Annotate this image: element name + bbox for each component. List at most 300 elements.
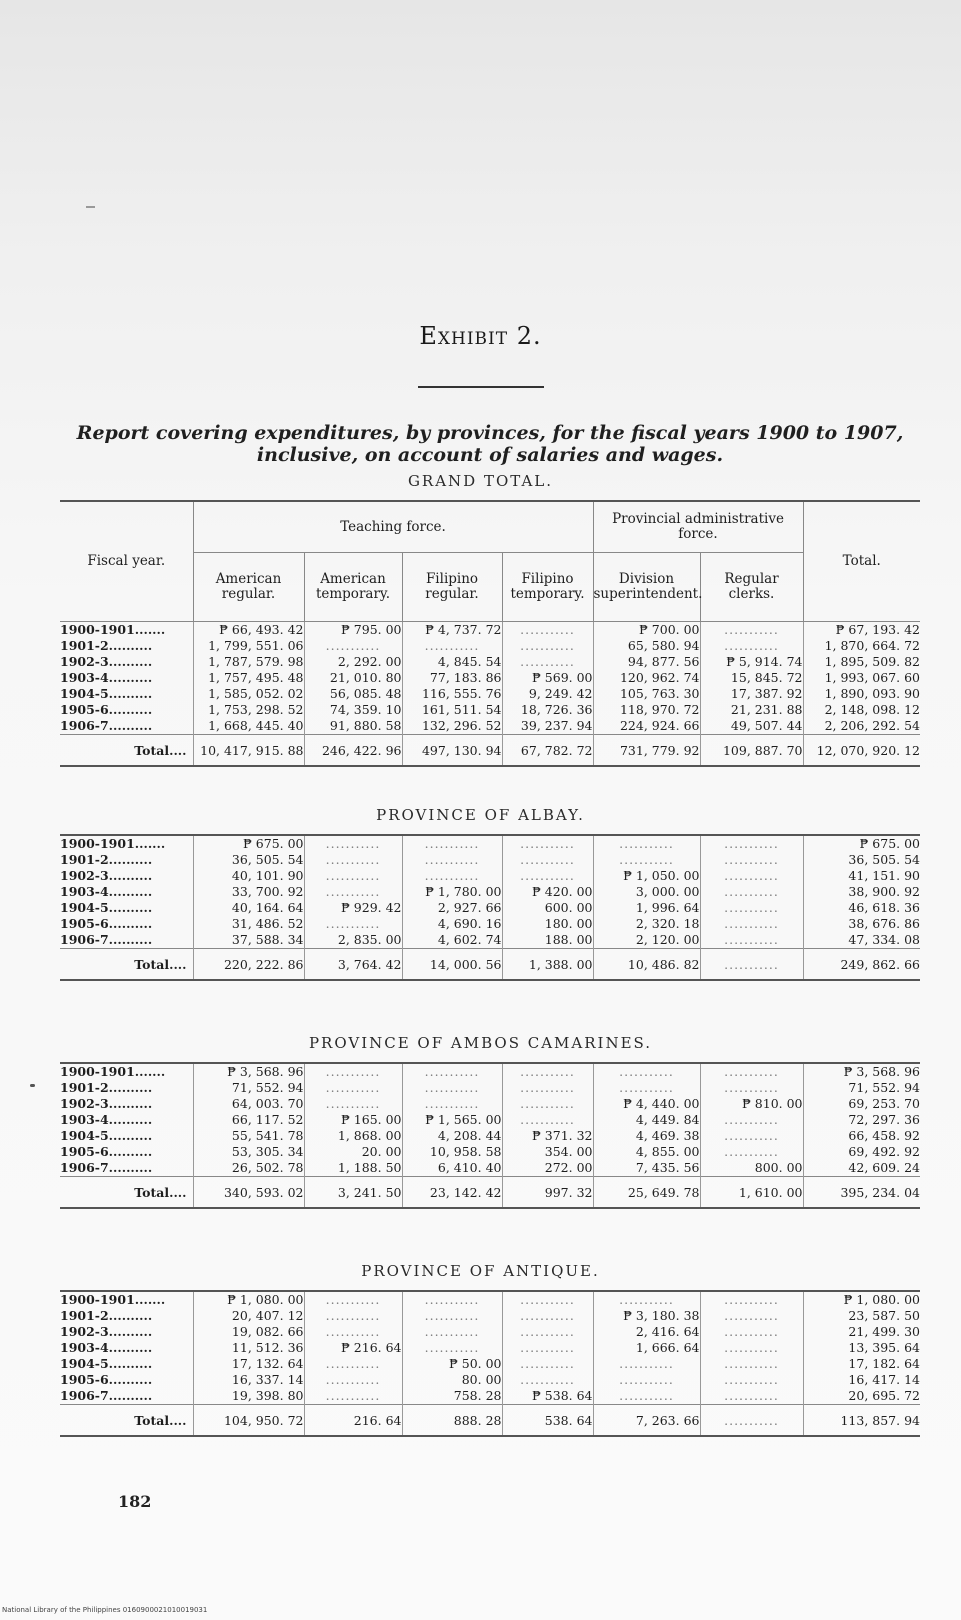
- amount-cell: ₱ 675. 00: [803, 835, 920, 852]
- amount-cell: 4, 845. 54: [402, 654, 502, 670]
- fiscal-year-cell: 1901-2..........: [60, 1080, 153, 1095]
- amount-cell: ...........: [700, 1291, 803, 1308]
- amount-cell: ₱ 3, 180. 38: [593, 1308, 700, 1324]
- amount-cell: 21, 231. 88: [700, 702, 803, 718]
- table-row: [60, 1080, 920, 1096]
- amount-cell: 4, 469. 38: [593, 1128, 700, 1144]
- amount-cell: 1, 996. 64: [593, 900, 700, 916]
- amount-cell: 7, 435. 56: [593, 1160, 700, 1177]
- amount-cell: 2, 416. 64: [593, 1324, 700, 1340]
- amount-cell: 18, 726. 36: [502, 702, 593, 718]
- amount-cell: ...........: [402, 835, 502, 852]
- total-amount-cell: 113, 857. 94: [803, 1405, 920, 1437]
- amount-cell: ...........: [502, 1291, 593, 1308]
- fiscal-year-cell: 1905-6..........: [60, 916, 153, 931]
- amount-cell: ...........: [700, 638, 803, 654]
- fiscal-year-cell: 1902-3..........: [60, 1096, 153, 1111]
- amount-cell: 21, 010. 80: [304, 670, 402, 686]
- amount-cell: 20. 00: [304, 1144, 402, 1160]
- amount-cell: ₱ 929. 42: [304, 900, 402, 916]
- column-header-american-temporary: American temporary.: [304, 553, 402, 622]
- total-amount-cell: 538. 64: [502, 1405, 593, 1437]
- amount-cell: ...........: [402, 1308, 502, 1324]
- amount-cell: ₱ 66, 493. 42: [193, 622, 304, 639]
- total-label: Total....: [60, 735, 193, 767]
- amount-cell: 272. 00: [502, 1160, 593, 1177]
- amount-cell: 64, 003. 70: [193, 1096, 304, 1112]
- fiscal-year-cell: 1904-5..........: [60, 900, 153, 915]
- amount-cell: ₱ 4, 440. 00: [593, 1096, 700, 1112]
- antique-body: [60, 1291, 920, 1436]
- amount-cell: ₱ 810. 00: [700, 1096, 803, 1112]
- amount-cell: ...........: [700, 916, 803, 932]
- fiscal-year-cell: 1903-4..........: [60, 670, 153, 685]
- amount-cell: ...........: [593, 1388, 700, 1405]
- amount-cell: ...........: [304, 1291, 402, 1308]
- amount-cell: ...........: [593, 1291, 700, 1308]
- scan-mark: [30, 1084, 35, 1087]
- table-row: [60, 686, 920, 702]
- amount-cell: 1, 668, 445. 40: [193, 718, 304, 735]
- amount-cell: 56, 085. 48: [304, 686, 402, 702]
- antique-table: [60, 1290, 920, 1437]
- amount-cell: 1, 757, 495. 48: [193, 670, 304, 686]
- amount-cell: ...........: [402, 638, 502, 654]
- amount-cell: ...........: [700, 835, 803, 852]
- table-row: [60, 1291, 920, 1308]
- amount-cell: ₱ 1, 565. 00: [402, 1112, 502, 1128]
- amount-cell: 40, 101. 90: [193, 868, 304, 884]
- amount-cell: 161, 511. 54: [402, 702, 502, 718]
- amount-cell: ...........: [304, 1372, 402, 1388]
- amount-cell: ...........: [502, 1372, 593, 1388]
- amount-cell: ...........: [304, 638, 402, 654]
- amount-cell: ...........: [304, 1388, 402, 1405]
- table-row: [60, 932, 920, 949]
- amount-cell: ...........: [402, 868, 502, 884]
- amount-cell: 118, 970. 72: [593, 702, 700, 718]
- fiscal-year-cell: 1903-4..........: [60, 884, 153, 899]
- total-row: [60, 735, 920, 767]
- column-header-division-superintendent: Division superintendent.: [593, 553, 700, 622]
- amount-cell: ...........: [593, 852, 700, 868]
- amount-cell: 71, 552. 94: [803, 1080, 920, 1096]
- amount-cell: ...........: [502, 638, 593, 654]
- total-amount-cell: 14, 000. 56: [402, 949, 502, 981]
- table-row: [60, 654, 920, 670]
- amount-cell: ...........: [402, 1340, 502, 1356]
- table-row: [60, 718, 920, 735]
- heading-rule: [418, 386, 544, 388]
- grand-total-body: [60, 622, 920, 767]
- table-row: [60, 1096, 920, 1112]
- amount-cell: ...........: [700, 1372, 803, 1388]
- total-label: Total....: [60, 1405, 193, 1437]
- fiscal-year-cell: 1905-6..........: [60, 1144, 153, 1159]
- section-title-albay: PROVINCE OF ALBAY.: [376, 806, 585, 824]
- amount-cell: 36, 505. 54: [803, 852, 920, 868]
- amount-cell: ...........: [304, 1324, 402, 1340]
- amount-cell: ...........: [502, 852, 593, 868]
- ambos-camarines-table: [60, 1062, 920, 1209]
- amount-cell: 4, 855. 00: [593, 1144, 700, 1160]
- amount-cell: 1, 870, 664. 72: [803, 638, 920, 654]
- amount-cell: 66, 117. 52: [193, 1112, 304, 1128]
- table-row: [60, 1340, 920, 1356]
- column-header-fiscal-year: Fiscal year.: [87, 553, 166, 569]
- amount-cell: ...........: [304, 1096, 402, 1112]
- fiscal-year-cell: 1904-5..........: [60, 686, 153, 701]
- total-amount-cell: 23, 142. 42: [402, 1177, 502, 1209]
- total-label: Total....: [60, 1177, 193, 1209]
- amount-cell: 188. 00: [502, 932, 593, 949]
- table-row: [60, 1063, 920, 1080]
- total-amount-cell: 216. 64: [304, 1405, 402, 1437]
- table-row: [60, 884, 920, 900]
- scan-mark: [86, 206, 95, 208]
- amount-cell: 4, 690. 16: [402, 916, 502, 932]
- amount-cell: ...........: [700, 900, 803, 916]
- column-header-american-regular: American regular.: [193, 553, 304, 622]
- amount-cell: 49, 507. 44: [700, 718, 803, 735]
- amount-cell: ...........: [593, 835, 700, 852]
- amount-cell: 1, 753, 298. 52: [193, 702, 304, 718]
- amount-cell: 17, 387. 92: [700, 686, 803, 702]
- amount-cell: 1, 895, 509. 82: [803, 654, 920, 670]
- amount-cell: 1, 666. 64: [593, 1340, 700, 1356]
- amount-cell: 9, 249. 42: [502, 686, 593, 702]
- total-amount-cell: 997. 32: [502, 1177, 593, 1209]
- amount-cell: 1, 188. 50: [304, 1160, 402, 1177]
- amount-cell: 37, 588. 34: [193, 932, 304, 949]
- fiscal-year-cell: 1905-6..........: [60, 702, 153, 717]
- amount-cell: ₱ 216. 64: [304, 1340, 402, 1356]
- amount-cell: 4, 208. 44: [402, 1128, 502, 1144]
- page-number: 182: [118, 1492, 152, 1511]
- amount-cell: 4, 449. 84: [593, 1112, 700, 1128]
- amount-cell: ...........: [402, 1080, 502, 1096]
- amount-cell: ₱ 4, 737. 72: [402, 622, 502, 639]
- amount-cell: ...........: [593, 1080, 700, 1096]
- table-row: [60, 900, 920, 916]
- amount-cell: 758. 28: [402, 1388, 502, 1405]
- amount-cell: ₱ 3, 568. 96: [193, 1063, 304, 1080]
- amount-cell: 47, 334. 08: [803, 932, 920, 949]
- amount-cell: 91, 880. 58: [304, 718, 402, 735]
- amount-cell: ...........: [593, 1356, 700, 1372]
- amount-cell: 21, 499. 30: [803, 1324, 920, 1340]
- total-row: [60, 949, 920, 981]
- fiscal-year-cell: 1900-1901.......: [60, 836, 166, 851]
- amount-cell: ₱ 420. 00: [502, 884, 593, 900]
- amount-cell: ...........: [502, 622, 593, 639]
- column-group-teaching-force: Teaching force.: [193, 501, 593, 553]
- amount-cell: ...........: [502, 868, 593, 884]
- amount-cell: ...........: [304, 868, 402, 884]
- table-row: [60, 702, 920, 718]
- table-row: [60, 1112, 920, 1128]
- amount-cell: 26, 502. 78: [193, 1160, 304, 1177]
- amount-cell: ₱ 1, 050. 00: [593, 868, 700, 884]
- amount-cell: ₱ 3, 568. 96: [803, 1063, 920, 1080]
- amount-cell: 41, 151. 90: [803, 868, 920, 884]
- total-row: [60, 1405, 920, 1437]
- total-amount-cell: 340, 593. 02: [193, 1177, 304, 1209]
- total-amount-cell: 25, 649. 78: [593, 1177, 700, 1209]
- amount-cell: 354. 00: [502, 1144, 593, 1160]
- amount-cell: 1, 585, 052. 02: [193, 686, 304, 702]
- fiscal-year-cell: 1900-1901.......: [60, 622, 166, 637]
- amount-cell: 116, 555. 76: [402, 686, 502, 702]
- total-amount-cell: 12, 070, 920. 12: [803, 735, 920, 767]
- total-amount-cell: 3, 764. 42: [304, 949, 402, 981]
- amount-cell: ...........: [304, 1308, 402, 1324]
- amount-cell: ₱ 1, 080. 00: [193, 1291, 304, 1308]
- amount-cell: 15, 845. 72: [700, 670, 803, 686]
- table-row: [60, 1308, 920, 1324]
- total-amount-cell: 249, 862. 66: [803, 949, 920, 981]
- amount-cell: 2, 148, 098. 12: [803, 702, 920, 718]
- amount-cell: 132, 296. 52: [402, 718, 502, 735]
- amount-cell: ...........: [402, 1063, 502, 1080]
- amount-cell: ₱ 67, 193. 42: [803, 622, 920, 639]
- total-amount-cell: 888. 28: [402, 1405, 502, 1437]
- table-row: [60, 1144, 920, 1160]
- amount-cell: 72, 297. 36: [803, 1112, 920, 1128]
- fiscal-year-cell: 1901-2..........: [60, 1308, 153, 1323]
- amount-cell: 16, 417. 14: [803, 1372, 920, 1388]
- amount-cell: 66, 458. 92: [803, 1128, 920, 1144]
- amount-cell: ₱ 538. 64: [502, 1388, 593, 1405]
- amount-cell: ...........: [700, 852, 803, 868]
- amount-cell: 800. 00: [700, 1160, 803, 1177]
- amount-cell: 120, 962. 74: [593, 670, 700, 686]
- amount-cell: ...........: [502, 1096, 593, 1112]
- amount-cell: ...........: [502, 654, 593, 670]
- section-title-ambos-camarines: PROVINCE OF AMBOS CAMARINES.: [308, 1034, 653, 1052]
- amount-cell: ...........: [700, 1340, 803, 1356]
- table-row: [60, 835, 920, 852]
- total-amount-cell: 731, 779. 92: [593, 735, 700, 767]
- total-amount-cell: 1, 388. 00: [502, 949, 593, 981]
- amount-cell: 33, 700. 92: [193, 884, 304, 900]
- amount-cell: ...........: [502, 1063, 593, 1080]
- amount-cell: ...........: [304, 916, 402, 932]
- exhibit-heading: Exhibit 2.: [419, 322, 542, 350]
- amount-cell: 80. 00: [402, 1372, 502, 1388]
- amount-cell: 10, 958. 58: [402, 1144, 502, 1160]
- fiscal-year-cell: 1903-4..........: [60, 1112, 153, 1127]
- total-amount-cell: 67, 782. 72: [502, 735, 593, 767]
- amount-cell: 17, 182. 64: [803, 1356, 920, 1372]
- total-amount-cell: 1, 610. 00: [700, 1177, 803, 1209]
- amount-cell: ...........: [402, 1324, 502, 1340]
- table-row: [60, 1372, 920, 1388]
- amount-cell: ₱ 700. 00: [593, 622, 700, 639]
- amount-cell: 74, 359. 10: [304, 702, 402, 718]
- amount-cell: ...........: [700, 1063, 803, 1080]
- section-title-grand-total: GRAND TOTAL.: [407, 472, 554, 490]
- amount-cell: 1, 993, 067. 60: [803, 670, 920, 686]
- amount-cell: 31, 486. 52: [193, 916, 304, 932]
- amount-cell: ...........: [593, 1372, 700, 1388]
- total-amount-cell: 104, 950. 72: [193, 1405, 304, 1437]
- amount-cell: ...........: [700, 622, 803, 639]
- amount-cell: 20, 407. 12: [193, 1308, 304, 1324]
- table-row: [60, 622, 920, 639]
- section-title-antique: PROVINCE OF ANTIQUE.: [361, 1262, 600, 1280]
- amount-cell: ...........: [700, 1388, 803, 1405]
- amount-cell: 224, 924. 66: [593, 718, 700, 735]
- amount-cell: 2, 320. 18: [593, 916, 700, 932]
- fiscal-year-cell: 1905-6..........: [60, 1372, 153, 1387]
- fiscal-year-cell: 1904-5..........: [60, 1128, 153, 1143]
- amount-cell: 19, 398. 80: [193, 1388, 304, 1405]
- amount-cell: 94, 877. 56: [593, 654, 700, 670]
- amount-cell: 77, 183. 86: [402, 670, 502, 686]
- amount-cell: 46, 618. 36: [803, 900, 920, 916]
- amount-cell: 38, 900. 92: [803, 884, 920, 900]
- amount-cell: 40, 164. 64: [193, 900, 304, 916]
- amount-cell: ...........: [700, 1128, 803, 1144]
- amount-cell: 6, 410. 40: [402, 1160, 502, 1177]
- amount-cell: ₱ 371. 32: [502, 1128, 593, 1144]
- column-group-provincial-force: Provincial administrative force.: [593, 501, 803, 553]
- amount-cell: ...........: [700, 1144, 803, 1160]
- fiscal-year-cell: 1906-7..........: [60, 932, 153, 947]
- amount-cell: 1, 890, 093. 90: [803, 686, 920, 702]
- amount-cell: 1, 868. 00: [304, 1128, 402, 1144]
- table-row: [60, 1388, 920, 1405]
- amount-cell: 53, 305. 34: [193, 1144, 304, 1160]
- amount-cell: 2, 206, 292. 54: [803, 718, 920, 735]
- fiscal-year-cell: 1904-5..........: [60, 1356, 153, 1371]
- amount-cell: 180. 00: [502, 916, 593, 932]
- amount-cell: ...........: [502, 1080, 593, 1096]
- amount-cell: ...........: [304, 1356, 402, 1372]
- amount-cell: ...........: [502, 1308, 593, 1324]
- amount-cell: 2, 292. 00: [304, 654, 402, 670]
- amount-cell: ...........: [402, 852, 502, 868]
- amount-cell: ...........: [304, 852, 402, 868]
- column-header-filipino-temporary: Filipino temporary.: [502, 553, 593, 622]
- total-amount-cell: 497, 130. 94: [402, 735, 502, 767]
- amount-cell: 2, 120. 00: [593, 932, 700, 949]
- total-amount-cell: 395, 234. 04: [803, 1177, 920, 1209]
- total-label: Total....: [60, 949, 193, 981]
- amount-cell: 20, 695. 72: [803, 1388, 920, 1405]
- amount-cell: 2, 927. 66: [402, 900, 502, 916]
- library-credit: National Library of the Philippines 0160900021010019031: [2, 1606, 208, 1614]
- column-header-total: Total.: [803, 501, 920, 622]
- amount-cell: ₱ 795. 00: [304, 622, 402, 639]
- amount-cell: 105, 763. 30: [593, 686, 700, 702]
- amount-cell: ...........: [700, 1112, 803, 1128]
- total-amount-cell: ...........: [700, 1405, 803, 1437]
- amount-cell: 11, 512. 36: [193, 1340, 304, 1356]
- albay-body: [60, 835, 920, 980]
- fiscal-year-cell: 1903-4..........: [60, 1340, 153, 1355]
- amount-cell: ...........: [402, 1096, 502, 1112]
- amount-cell: 1, 787, 579. 98: [193, 654, 304, 670]
- table-row: [60, 638, 920, 654]
- table-row: [60, 1356, 920, 1372]
- amount-cell: 38, 676. 86: [803, 916, 920, 932]
- total-amount-cell: 10, 417, 915. 88: [193, 735, 304, 767]
- amount-cell: 1, 799, 551. 06: [193, 638, 304, 654]
- total-amount-cell: 10, 486. 82: [593, 949, 700, 981]
- amount-cell: 4, 602. 74: [402, 932, 502, 949]
- amount-cell: 600. 00: [502, 900, 593, 916]
- amount-cell: 2, 835. 00: [304, 932, 402, 949]
- amount-cell: ...........: [700, 1308, 803, 1324]
- amount-cell: ₱ 50. 00: [402, 1356, 502, 1372]
- amount-cell: 55, 541. 78: [193, 1128, 304, 1144]
- amount-cell: 36, 505. 54: [193, 852, 304, 868]
- amount-cell: 39, 237. 94: [502, 718, 593, 735]
- amount-cell: ...........: [304, 1063, 402, 1080]
- amount-cell: ₱ 675. 00: [193, 835, 304, 852]
- report-title: Report covering expenditures, by provinces, for the fiscal years 1900 to 1907, inclusive, on account of salaries and wages.: [76, 422, 904, 466]
- total-amount-cell: 7, 263. 66: [593, 1405, 700, 1437]
- fiscal-year-cell: 1900-1901.......: [60, 1292, 166, 1307]
- total-row: [60, 1177, 920, 1209]
- column-header-filipino-regular: Filipino regular.: [402, 553, 502, 622]
- amount-cell: 19, 082. 66: [193, 1324, 304, 1340]
- amount-cell: ₱ 1, 780. 00: [402, 884, 502, 900]
- fiscal-year-cell: 1902-3..........: [60, 1324, 153, 1339]
- amount-cell: ...........: [593, 1063, 700, 1080]
- fiscal-year-cell: 1902-3..........: [60, 868, 153, 883]
- amount-cell: 17, 132. 64: [193, 1356, 304, 1372]
- amount-cell: 3, 000. 00: [593, 884, 700, 900]
- amount-cell: ₱ 5, 914. 74: [700, 654, 803, 670]
- total-amount-cell: 246, 422. 96: [304, 735, 402, 767]
- table-row: [60, 1128, 920, 1144]
- table-row: [60, 852, 920, 868]
- amount-cell: ...........: [700, 868, 803, 884]
- amount-cell: ₱ 569. 00: [502, 670, 593, 686]
- table-row: [60, 868, 920, 884]
- table-row: [60, 916, 920, 932]
- total-amount-cell: 109, 887. 70: [700, 735, 803, 767]
- fiscal-year-cell: 1902-3..........: [60, 654, 153, 669]
- amount-cell: ...........: [402, 1291, 502, 1308]
- table-row: [60, 1324, 920, 1340]
- amount-cell: 69, 253. 70: [803, 1096, 920, 1112]
- amount-cell: 42, 609. 24: [803, 1160, 920, 1177]
- fiscal-year-cell: 1906-7..........: [60, 1388, 153, 1403]
- amount-cell: ...........: [700, 1356, 803, 1372]
- total-amount-cell: 3, 241. 50: [304, 1177, 402, 1209]
- amount-cell: ...........: [502, 1112, 593, 1128]
- fiscal-year-cell: 1901-2..........: [60, 638, 153, 653]
- total-amount-cell: ...........: [700, 949, 803, 981]
- fiscal-year-cell: 1906-7..........: [60, 1160, 153, 1175]
- fiscal-year-cell: 1900-1901.......: [60, 1064, 166, 1079]
- table-row: [60, 670, 920, 686]
- ambos-camarines-body: [60, 1063, 920, 1208]
- amount-cell: ...........: [700, 1324, 803, 1340]
- table-row: [60, 1160, 920, 1177]
- amount-cell: 69, 492. 92: [803, 1144, 920, 1160]
- amount-cell: ...........: [502, 1340, 593, 1356]
- fiscal-year-cell: 1901-2..........: [60, 852, 153, 867]
- amount-cell: 16, 337. 14: [193, 1372, 304, 1388]
- grand-total-table: [60, 500, 920, 767]
- amount-cell: ...........: [502, 1356, 593, 1372]
- albay-table: [60, 834, 920, 981]
